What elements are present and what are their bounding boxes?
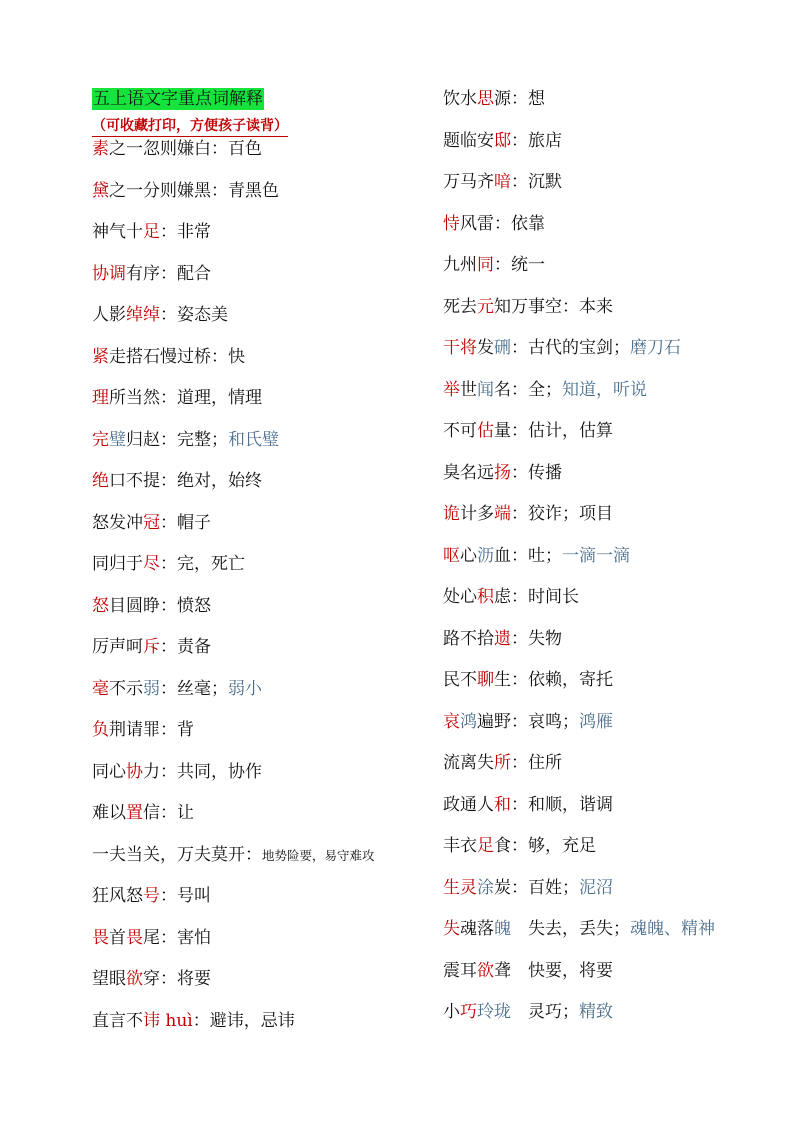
term-entry: [92, 263, 432, 305]
term-segment: 知万事空：本来: [494, 296, 613, 317]
term-segment: 璧: [109, 429, 126, 450]
term-segment: 紧: [92, 346, 109, 367]
term-segment: 元: [477, 296, 494, 317]
term-segment: 民不: [443, 670, 477, 690]
term-segment: 思: [477, 89, 494, 109]
term-segment: 魂魄、精神: [630, 919, 715, 939]
term-segment: 口不提：绝对，始终: [109, 471, 262, 491]
term-segment: 生：依赖，寄托: [494, 670, 613, 690]
term-entry: [92, 968, 432, 1010]
term-segment: 讳 huì: [143, 1010, 193, 1031]
term-segment: ：帽子: [160, 512, 211, 533]
term-segment: 弱小: [228, 678, 262, 699]
term-segment: 不可: [443, 421, 477, 441]
term-entry: [92, 719, 432, 761]
term-segment: ：号叫: [160, 886, 211, 906]
term-segment: 目圆睁：愤怒: [109, 595, 211, 616]
term-segment: 置: [126, 803, 143, 823]
term-segment: 畏: [92, 927, 109, 948]
term-segment: 所: [494, 753, 511, 773]
term-segment: 举: [443, 379, 460, 400]
term-segment: 哀: [443, 711, 460, 732]
term-segment: 神气十: [92, 222, 143, 242]
term-segment: ：沉默: [511, 172, 562, 192]
term-segment: 喑: [494, 172, 511, 192]
term-segment: 灵巧；: [511, 1002, 579, 1022]
term-segment: 生灵: [443, 877, 477, 898]
term-entry: [443, 669, 783, 711]
term-segment: 弱: [143, 678, 160, 699]
term-segment: 巧: [460, 1002, 477, 1022]
term-segment: 厉声呵: [92, 637, 143, 657]
term-entry: [92, 138, 432, 180]
term-segment: 炭：百姓；: [494, 877, 579, 898]
term-segment: 地势险要，易守难攻: [262, 847, 375, 863]
term-segment: 欲: [477, 960, 494, 981]
term-segment: 不示: [109, 678, 143, 699]
term-segment: 素: [92, 139, 109, 159]
term-entry: [443, 462, 783, 504]
term-segment: 遗: [494, 628, 511, 649]
term-segment: ：失物: [511, 628, 562, 649]
term-segment: 一滴一滴: [562, 545, 630, 566]
term-segment: 负: [92, 720, 109, 740]
term-segment: ：完，死亡: [160, 554, 245, 574]
term-segment: 聊: [477, 670, 494, 690]
term-segment: 首: [109, 927, 126, 948]
term-entry: [443, 337, 783, 379]
term-entry: [443, 711, 783, 753]
term-entry: [443, 130, 783, 172]
term-segment: ：统一: [494, 255, 545, 275]
term-segment: 失去，丢失；: [511, 919, 630, 939]
term-segment: 之一忽则嫌白：百色: [109, 139, 262, 159]
term-segment: 信：让: [143, 803, 194, 823]
term-entry: [92, 802, 432, 844]
term-segment: 黛: [92, 180, 109, 201]
term-entry: [443, 254, 783, 296]
term-segment: 风雷：依靠: [460, 213, 545, 234]
term-segment: ：旅店: [511, 130, 562, 151]
term-entry: [443, 835, 783, 877]
term-segment: 源：想: [494, 89, 545, 109]
term-segment: 丰衣: [443, 836, 477, 856]
term-segment: 鸿雁: [579, 711, 613, 732]
term-segment: 世: [460, 379, 477, 400]
term-segment: 聋 快要，将要: [494, 960, 613, 981]
term-segment: ：非常: [160, 222, 211, 242]
term-segment: 完: [92, 429, 109, 450]
term-entry: [443, 296, 783, 338]
term-segment: 和: [494, 794, 511, 815]
term-segment: 人影: [92, 305, 126, 325]
term-segment: 绝: [92, 471, 109, 491]
term-entry: [92, 304, 432, 346]
term-segment: 血：吐；: [494, 545, 562, 566]
term-segment: 邸: [494, 130, 511, 151]
term-segment: 积: [477, 587, 494, 607]
term-segment: 发: [477, 338, 494, 358]
term-entry: [443, 877, 783, 919]
term-segment: 协: [126, 761, 143, 782]
term-entry: [443, 1001, 783, 1043]
term-segment: ：责备: [160, 637, 211, 657]
term-entry: [92, 221, 432, 263]
term-entry: [443, 628, 783, 670]
term-segment: 同心: [92, 761, 126, 782]
term-segment: 怒: [92, 595, 109, 616]
term-segment: 怒发冲: [92, 512, 143, 533]
term-segment: 同: [477, 255, 494, 275]
term-segment: 冠: [143, 512, 160, 533]
term-entry: [443, 586, 783, 628]
term-segment: 斥: [143, 637, 160, 657]
term-segment: 磨刀石: [630, 338, 681, 358]
term-segment: 量：估计，估算: [494, 421, 613, 441]
left-column: [92, 88, 432, 1051]
term-segment: 鸿: [460, 711, 477, 732]
term-segment: 精致: [579, 1002, 613, 1022]
term-segment: 之一分则嫌黑：青黑色: [109, 180, 279, 201]
term-segment: 政通人: [443, 794, 494, 815]
term-segment: 死去: [443, 296, 477, 317]
term-segment: ：和顺，谐调: [511, 794, 613, 815]
term-entry: [443, 794, 783, 836]
page-title: 五上语文字重点词解释: [93, 89, 263, 109]
term-segment: 诡: [443, 504, 460, 524]
term-segment: 震耳: [443, 960, 477, 981]
term-segment: 足: [143, 222, 160, 242]
term-entry: [443, 420, 783, 462]
term-segment: 绰绰: [126, 305, 160, 325]
term-segment: ：姿态美: [160, 305, 228, 325]
term-entry: [92, 927, 432, 969]
term-segment: ：丝毫；: [160, 678, 228, 699]
term-segment: 穿：将要: [143, 969, 211, 989]
term-segment: 尽: [143, 554, 160, 574]
term-segment: ：住所: [511, 753, 562, 773]
term-segment: 难以: [92, 803, 126, 823]
term-segment: 食：够，充足: [494, 836, 596, 856]
term-segment: 所当然：道理，情理: [109, 388, 262, 408]
term-entry: [443, 545, 783, 587]
term-entry: [443, 918, 783, 960]
term-segment: 端: [494, 504, 511, 524]
term-entry: [92, 595, 432, 637]
term-segment: 流离失: [443, 753, 494, 773]
term-segment: 直言不: [92, 1010, 143, 1031]
term-segment: 估: [477, 421, 494, 441]
term-segment: 畏: [126, 927, 143, 948]
term-entry: [92, 470, 432, 512]
term-entry: [92, 678, 432, 720]
term-entry: [92, 512, 432, 554]
term-entry: [443, 88, 783, 130]
term-segment: 协调: [92, 263, 126, 284]
term-segment: 虑：时间长: [494, 587, 579, 607]
term-segment: 硎: [494, 338, 511, 358]
term-segment: 题临安: [443, 130, 494, 151]
term-segment: 足: [477, 836, 494, 856]
term-segment: 有序：配合: [126, 263, 211, 284]
right-column: [443, 88, 783, 1043]
term-entry: [92, 346, 432, 388]
term-segment: 遍野：哀鸣；: [477, 711, 579, 732]
term-segment: 干将: [443, 338, 477, 358]
term-segment: ：传播: [511, 462, 562, 483]
term-segment: 计多: [460, 504, 494, 524]
term-entry: [92, 553, 432, 595]
term-segment: 尾：害怕: [143, 927, 211, 948]
term-entry: [92, 885, 432, 927]
term-entry: [443, 379, 783, 421]
term-segment: 望眼: [92, 969, 126, 989]
term-segment: 毫: [92, 678, 109, 699]
term-entry: [443, 752, 783, 794]
term-segment: 小: [443, 1002, 460, 1022]
term-entry: [443, 503, 783, 545]
term-segment: 荆请罪：背: [109, 720, 194, 740]
term-segment: 归赵：完整；: [126, 429, 228, 450]
term-segment: 恃: [443, 213, 460, 234]
term-segment: 心: [460, 545, 477, 566]
term-segment: 臭名远: [443, 462, 494, 483]
term-segment: 魄: [494, 919, 511, 939]
term-segment: 万马齐: [443, 172, 494, 192]
term-segment: 九州: [443, 255, 477, 275]
term-segment: 扬: [494, 462, 511, 483]
term-segment: 一夫当关，万夫莫开：: [92, 844, 262, 865]
term-segment: 呕: [443, 545, 460, 566]
term-segment: ：避讳，忌讳: [192, 1010, 295, 1031]
term-entry: [443, 213, 783, 255]
term-segment: 知道，听说: [562, 379, 647, 400]
term-segment: 沥: [477, 545, 494, 566]
term-segment: 失: [443, 919, 460, 939]
page-subtitle: （可收藏打印，方便孩子读背）: [92, 116, 288, 137]
left-term-list: [92, 138, 432, 1051]
term-segment: 路不拾: [443, 628, 494, 649]
right-term-list: [443, 88, 783, 1043]
term-segment: 力：共同，协作: [143, 761, 262, 782]
term-entry: [92, 1010, 432, 1052]
term-segment: 名：全；: [494, 379, 562, 400]
term-segment: 处心: [443, 587, 477, 607]
term-segment: 和氏璧: [228, 429, 279, 450]
term-segment: 走搭石慢过桥：快: [109, 346, 245, 367]
term-segment: 号: [143, 886, 160, 906]
term-entry: [92, 844, 432, 886]
term-segment: 同归于: [92, 554, 143, 574]
term-segment: ：狡诈；项目: [511, 504, 613, 524]
term-segment: 泥沼: [579, 877, 613, 898]
term-entry: [92, 429, 432, 471]
term-segment: 狂风怒: [92, 886, 143, 906]
term-entry: [92, 387, 432, 429]
term-segment: 魂落: [460, 919, 494, 939]
term-entry: [443, 171, 783, 213]
term-segment: 涂: [477, 877, 494, 898]
term-segment: 理: [92, 388, 109, 408]
term-segment: 饮水: [443, 89, 477, 109]
term-entry: [92, 636, 432, 678]
term-entry: [92, 761, 432, 803]
term-entry: [443, 960, 783, 1002]
term-segment: 欲: [126, 969, 143, 989]
term-segment: ：古代的宝剑；: [511, 338, 630, 358]
term-entry: [92, 180, 432, 222]
term-segment: 玲珑: [477, 1002, 511, 1022]
term-segment: 闻: [477, 379, 494, 400]
